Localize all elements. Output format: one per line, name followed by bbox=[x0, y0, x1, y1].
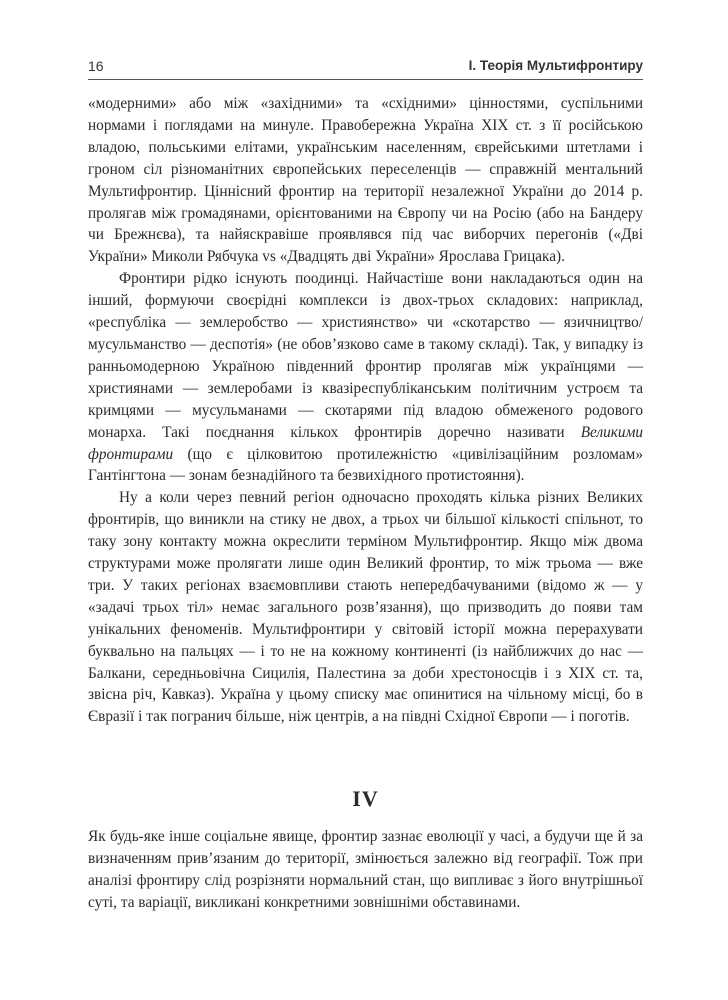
section-heading: IV bbox=[352, 786, 379, 811]
section-paragraph: Як будь-яке інше соціальне явище, фронтир зазнає еволюції у часі, а будучи ще й за визначенням прив’язаним до території, змінюється залежно від географії. Тож при аналізі фронтиру слід розрізняти нормальний стан, що випливає з його внутрішньої суті, та варіації, викликані конкретними зовнішніми обставинами. bbox=[88, 828, 643, 911]
paragraph-2-emphasis: Великими фронтирами bbox=[88, 423, 643, 463]
section-text bbox=[88, 826, 643, 914]
running-title: I. Теорія Мультифронтиру bbox=[468, 58, 643, 73]
paragraph-1: «модерними» або між «західними» та «східними» цінностями, суспільними нормами і поглядами на минуле. Правобережна Україна XIX ст. з її російською владою, польськими елітами, українським населенням, єврейськими штетлами і гроном сіл різноманітних європейських переселенців — справжній ментальний Мультифронтир. Ціннісний фронтир на території незалежної України до 2014 р. пролягав між громадянами, орієнтованими на Європу чи на Росію (або на Бандеру чи Брежнєва), та найяскравіше проявлявся під час виборчих перегонів («Дві України» Миколи Рябчука vs «Двадцять дві України» Ярослава Грицака). bbox=[88, 95, 643, 266]
header-rule bbox=[88, 79, 643, 80]
page-number: 16 bbox=[88, 58, 104, 74]
paragraph-3: Ну а коли через певний регіон одночасно проходять кілька різних Великих фронтирів, що виникли на стику не двох, а трьох чи більшої кількості спільнот, то таку зону контакту можна окреслити терміном Мультифронтир. Якщо між двома структурами може пролягати лише один Великий фронтир, то між трьома — вже три. У таких регіонах взаємовпливи стають непередбачуваними (відомо ж — у «задачі трьох тіл» немає загального розв’язання), що призводить до появи там унікальних феноменів. Мультифронтири у світовій історії можна перерахувати буквально на пальцях — і то не на кожному континенті (із найближчих до нас — Балкани, середньовічна Сицилія, Палестина за доби хрестоносців і з XIX ст. та, звісна річ, Кавказ). Україна у цьому списку має опинитися на чільному місці, бо в Євразії і так погранич більше, ніж центрів, а на півдні Східної Європи — і поготів. bbox=[88, 489, 643, 726]
body-text bbox=[88, 93, 643, 728]
page-header bbox=[88, 54, 643, 82]
paragraph-2 bbox=[88, 268, 643, 487]
paragraph-2-text-after: (що є цілковитою протилежністю «цивілізаційним розломам» Гантінгтона — зонам безнадійного та безвихідного протистояння). bbox=[88, 445, 643, 485]
paragraph-2-text-before: Фронтири рідко існують поодинці. Найчастіше вони накладаються один на інший, формуючи своєрідні комплекси із двох-трьох складових: наприклад, «республіка — землеробство — християнство» чи «скотарство — язичництво/мусульманство — деспотія» (не обов’язково саме в такому складі). Так, у випадку із ранньомодерною Україною південний фронтир пролягав між українцями — християнами — землеробами із квазіреспубліканським політичним устроєм та кримцями — мусульманами — скотарями під владою обмеженого родового монарха. Такі поєднання кількох фронтирів доречно називати bbox=[88, 270, 643, 441]
